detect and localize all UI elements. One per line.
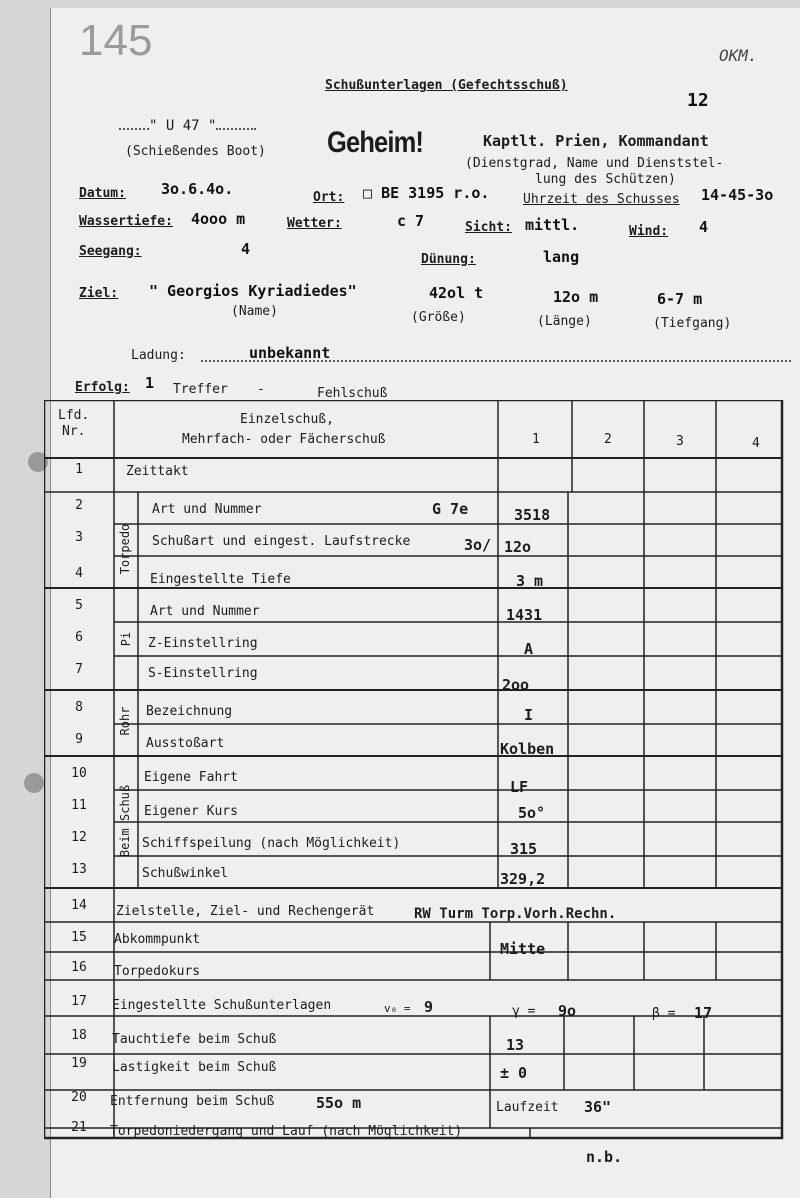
beta-label: β =: [652, 1006, 676, 1021]
wetter-label: Wetter:: [287, 216, 342, 231]
wassertiefe-label: Wassertiefe:: [79, 214, 173, 229]
duenung-label: Dünung:: [421, 252, 476, 267]
beta-value: 17: [694, 1004, 713, 1022]
row-label: Ausstoßart: [146, 736, 225, 751]
row-label: S-Einstellring: [148, 666, 258, 681]
boat-name: " U 47 ": [119, 118, 256, 134]
group-rohr: Rohr: [118, 706, 132, 736]
row-label: Torpedokurs: [114, 964, 201, 979]
row-nr: 12: [71, 830, 87, 845]
row-label: Eigener Kurs: [144, 804, 238, 819]
treffer-count: 1: [145, 374, 155, 392]
row-label: Torpedoniedergang und Lauf (nach Möglichkeit): [110, 1124, 463, 1139]
row-nr: 7: [75, 662, 83, 677]
laenge-caption: (Länge): [537, 314, 592, 329]
laufzeit-label: Laufzeit: [496, 1100, 559, 1115]
row-nr: 20: [71, 1090, 87, 1105]
row-nr: 3: [75, 530, 83, 545]
datum-value: 3o.6.4o.: [161, 180, 234, 198]
sicht-label: Sicht:: [465, 220, 512, 235]
row-nr: 2: [75, 498, 83, 513]
row-value: 329,2: [500, 870, 546, 888]
uhrzeit-value: 14-45-3o: [701, 186, 774, 204]
row-label: Abkommpunkt: [114, 932, 201, 947]
fehlschuss-label: Fehlschuß: [317, 386, 388, 401]
erfolg-label: Erfolg:: [75, 380, 130, 395]
shot-data-table: [44, 400, 784, 1140]
row-value: A: [524, 640, 534, 658]
ziel-laenge: 12o m: [553, 288, 599, 306]
ziel-name: " Georgios Kyriadiedes": [149, 282, 357, 300]
secret-stamp: Geheim!: [327, 126, 424, 159]
row-label: Z-Einstellring: [148, 636, 258, 651]
row-value: 1431: [506, 606, 543, 624]
row-label: Schußart und eingest. Laufstrecke: [152, 534, 411, 549]
row-value: 5o°: [518, 804, 546, 822]
group-pi: Pi: [119, 631, 133, 647]
row-value: LF: [510, 778, 529, 796]
ladung-value: unbekannt: [249, 344, 331, 362]
datum-label: Datum:: [79, 186, 126, 201]
row-nr: 4: [75, 566, 83, 581]
boat-caption: (Schießendes Boot): [125, 144, 266, 159]
ort-label: Ort:: [313, 190, 345, 205]
row-value: Mitte: [500, 940, 546, 958]
form-title: Schußunterlagen (Gefechtsschuß): [325, 78, 568, 93]
row-value: 3 m: [516, 572, 544, 590]
row-nr: 9: [75, 732, 83, 747]
row-label: Schußwinkel: [142, 866, 229, 881]
ziel-groesse: 42ol t: [429, 284, 484, 302]
row-label: Bezeichnung: [146, 704, 233, 719]
wassertiefe-value: 4ooo m: [191, 210, 246, 228]
page-number: 145: [79, 16, 153, 65]
row-label: Art und Nummer: [150, 604, 260, 619]
row-extra: 3o/: [464, 536, 492, 554]
row-value: 2oo: [502, 676, 530, 694]
seegang-value: 4: [241, 240, 251, 258]
row-label-zeittakt: Zeittakt: [126, 464, 189, 479]
row-nr: 14: [71, 898, 87, 913]
row-value: 12o: [504, 538, 532, 556]
ladung-label: Ladung:: [131, 348, 186, 363]
uhrzeit-label: Uhrzeit des Schusses: [523, 192, 680, 207]
row-label: Entfernung beim Schuß: [110, 1094, 275, 1109]
commander-caption-2: lung des Schützen): [535, 172, 676, 187]
col-lfd: Lfd.: [58, 408, 90, 423]
ziel-tiefgang: 6-7 m: [657, 290, 703, 308]
row-extra: G 7e: [432, 500, 469, 518]
name-caption: (Name): [231, 304, 278, 319]
row-extra: RW Turm Torp.Vorh.Rechn.: [414, 906, 617, 922]
row-label: Zielstelle, Ziel- und Rechengerät: [116, 904, 375, 919]
commander: Kaptlt. Prien, Kommandant: [483, 132, 709, 150]
row-label: Tauchtiefe beim Schuß: [112, 1032, 277, 1047]
laufzeit-value: 36": [584, 1098, 612, 1116]
v0-label: v₀ =: [384, 1002, 411, 1015]
row-value: Kolben: [500, 740, 555, 758]
row-nr: 15: [71, 930, 87, 945]
commander-caption: (Dienstgrad, Name und Dienststel-: [465, 156, 724, 171]
wind-value: 4: [699, 218, 709, 236]
row-nr: 6: [75, 630, 83, 645]
tiefgang-caption: (Tiefgang): [653, 316, 732, 331]
row-label: Eingestellte Schußunterlagen: [112, 998, 332, 1013]
row-nr: 10: [71, 766, 87, 781]
sicht-value: mittl.: [525, 216, 580, 234]
row-label: Eingestellte Tiefe: [150, 572, 291, 587]
seegang-label: Seegang:: [79, 244, 142, 259]
col-2: 2: [604, 432, 612, 447]
row-label: Art und Nummer: [152, 502, 262, 517]
duenung-value: lang: [543, 248, 580, 266]
fehlschuss-sep: -: [257, 382, 265, 397]
treffer-label: Treffer: [173, 382, 228, 397]
row-nr: 5: [75, 598, 83, 613]
col-desc-2: Mehrfach- oder Fächerschuß: [182, 432, 386, 447]
row-nr: 16: [71, 960, 87, 975]
row-nr: 17: [71, 994, 87, 1009]
col-1: 1: [532, 432, 540, 447]
wind-label: Wind:: [629, 224, 669, 239]
row-21-value: n.b.: [586, 1148, 623, 1166]
ort-value: □ BE 3195 r.o.: [363, 184, 490, 202]
row-label: Schiffspeilung (nach Möglichkeit): [142, 836, 401, 851]
col-4: 4: [752, 436, 760, 451]
row-value: 3518: [514, 506, 551, 524]
row-value: 13: [506, 1036, 525, 1054]
group-torpedo: Torpedo: [118, 523, 132, 575]
row-label: Lastigkeit beim Schuß: [112, 1060, 277, 1075]
group-beim-schuss: Beim Schuß: [118, 784, 132, 858]
row-nr: 19: [71, 1056, 87, 1071]
corner-mark: OKM.: [719, 46, 758, 65]
ziel-label: Ziel:: [79, 286, 119, 301]
col-desc-1: Einzelschuß,: [240, 412, 334, 427]
row-value: 315: [510, 840, 538, 858]
row-label: Eigene Fahrt: [144, 770, 238, 785]
col-3: 3: [676, 434, 684, 449]
col-nr: Nr.: [62, 424, 86, 439]
row-nr: 13: [71, 862, 87, 877]
row-nr: 21: [71, 1120, 87, 1135]
row-nr: 8: [75, 700, 83, 715]
wetter-value: c 7: [397, 212, 425, 230]
row-nr: 1: [75, 462, 83, 477]
row-nr: 11: [71, 798, 87, 813]
groesse-caption: (Größe): [411, 310, 466, 325]
row-nr: 18: [71, 1028, 87, 1043]
row-value: ± 0: [500, 1064, 528, 1082]
punch-hole: [24, 773, 44, 793]
gamma-label: γ =: [512, 1004, 536, 1019]
v0-value: 9: [424, 998, 434, 1016]
row-extra: 55o m: [316, 1094, 362, 1112]
gamma-value: 9o: [558, 1002, 577, 1020]
row-value: I: [524, 706, 534, 724]
form-number: 12: [687, 90, 709, 111]
